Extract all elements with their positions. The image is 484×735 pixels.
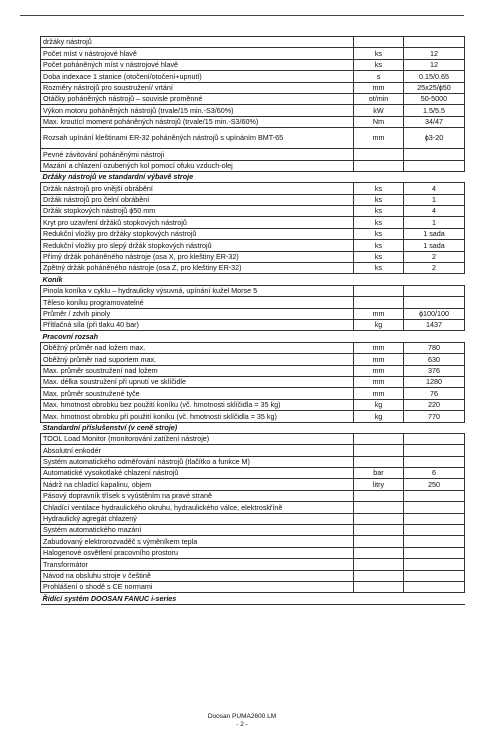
spec-unit-cell: ks [354, 48, 404, 59]
spec-unit-cell: mm [354, 308, 404, 319]
spec-unit-cell: litry [354, 479, 404, 490]
section-heading: Standardní příslušenství (v ceně stroje) [41, 422, 465, 433]
spec-unit-cell [354, 285, 404, 296]
spec-unit-cell [354, 581, 404, 592]
spec-row [41, 513, 465, 524]
spec-name-cell: Počet míst v nástrojové hlavě [41, 48, 354, 59]
section-heading-row [41, 422, 465, 433]
spec-value-cell [404, 513, 465, 524]
spec-value-cell: ϕ100/100 [404, 308, 465, 319]
spec-row [41, 433, 465, 444]
spec-unit-cell: ks [354, 263, 404, 274]
spec-unit-cell [354, 547, 404, 558]
spec-name-cell: Redukční vložky pro držáky stopkových nástrojů [41, 228, 354, 239]
spec-unit-cell: bar [354, 468, 404, 479]
spec-name-cell: Mazání a chlazení ozubených kol pomocí ofuku vzduch-olej [41, 160, 354, 171]
spec-unit-cell: kg [354, 411, 404, 422]
spec-row [41, 116, 465, 127]
spec-unit-cell: Nm [354, 116, 404, 127]
spec-name-cell: Max. průměr soustružení nad ložem [41, 365, 354, 376]
spec-name-cell: Max. délka soustružení při upnutí ve sklíčidle [41, 376, 354, 387]
spec-row [41, 376, 465, 387]
spec-row [41, 71, 465, 82]
spec-name-cell: Návod na obsluhu stroje v češtině [41, 570, 354, 581]
spec-value-cell: 6 [404, 468, 465, 479]
section-heading-row [41, 593, 465, 604]
spec-row [41, 411, 465, 422]
spec-value-cell: 12 [404, 59, 465, 70]
spec-value-cell [404, 433, 465, 444]
spec-row [41, 354, 465, 365]
spec-unit-cell [354, 570, 404, 581]
spec-value-cell: 2 [404, 263, 465, 274]
section-heading: Řídící systém DOOSAN FANUC i-series [41, 593, 465, 604]
spec-name-cell: Průměr / zdvih pinoly [41, 308, 354, 319]
spec-row [41, 456, 465, 467]
spec-row [41, 547, 465, 558]
spec-value-cell: 1 sada [404, 240, 465, 251]
section-heading-row [41, 331, 465, 342]
spec-unit-cell: ks [354, 194, 404, 205]
spec-row [41, 82, 465, 93]
spec-unit-cell: ks [354, 206, 404, 217]
spec-row [41, 206, 465, 217]
spec-name-cell: Držák nástrojů pro vnější obrábění [41, 183, 354, 194]
spec-name-cell: Rozměry nástrojů pro soustružení/ vrtání [41, 82, 354, 93]
spec-name-cell: Max. kroutící moment poháněných nástrojů (trvale/15 min.-S3/60%) [41, 116, 354, 127]
spec-row [41, 105, 465, 116]
spec-value-cell: 770 [404, 411, 465, 422]
spec-row [41, 445, 465, 456]
spec-value-cell [404, 570, 465, 581]
spec-unit-cell: mm [354, 365, 404, 376]
spec-row [41, 217, 465, 228]
spec-value-cell: 1 [404, 194, 465, 205]
spec-row [41, 581, 465, 592]
spec-value-cell: 780 [404, 342, 465, 353]
spec-unit-cell: ks [354, 217, 404, 228]
section-heading: Držáky nástrojů ve standardní výbavě stroje [41, 171, 465, 182]
spec-row [41, 479, 465, 490]
spec-unit-cell: kg [354, 319, 404, 330]
spec-table [40, 36, 465, 605]
spec-table-body [41, 37, 465, 605]
spec-unit-cell [354, 37, 404, 48]
spec-name-cell: Zpětný držák poháněného nástroje (osa Z, pro kleštiny ER-32) [41, 263, 354, 274]
spec-value-cell [404, 502, 465, 513]
spec-name-cell: Kryt pro uzavření držáků stopkových nástrojů [41, 217, 354, 228]
spec-row [41, 502, 465, 513]
spec-value-cell [404, 456, 465, 467]
spec-name-cell: Automatické vysokotlaké chlazení nástrojů [41, 468, 354, 479]
spec-row [41, 468, 465, 479]
spec-name-cell: Redukční vložky pro slepý držák stopkových nástrojů [41, 240, 354, 251]
spec-value-cell: 630 [404, 354, 465, 365]
spec-value-cell: ϕ3-20 [404, 128, 465, 149]
spec-value-cell: 250 [404, 479, 465, 490]
spec-unit-cell [354, 513, 404, 524]
spec-row [41, 365, 465, 376]
spec-unit-cell: ks [354, 240, 404, 251]
spec-value-cell: 1 sada [404, 228, 465, 239]
spec-name-cell: Rozsah upínání kleštinami ER-32 poháněných nástrojů s upínáním BMT-65 [41, 128, 354, 149]
spec-name-cell: Doba indexace 1 stanice (otočení/otočení+upnutí) [41, 71, 354, 82]
spec-name-cell: Těleso koníku programovatelné [41, 297, 354, 308]
header-rule [20, 15, 464, 16]
spec-value-cell: 1.5/5.5 [404, 105, 465, 116]
spec-row [41, 240, 465, 251]
spec-unit-cell [354, 559, 404, 570]
spec-name-cell: Počet poháněných míst v nástrojové hlavě [41, 59, 354, 70]
spec-value-cell [404, 149, 465, 160]
spec-unit-cell: ks [354, 251, 404, 262]
spec-name-cell: Přítlačná síla (při tlaku 40 bar) [41, 319, 354, 330]
spec-value-cell [404, 37, 465, 48]
spec-row [41, 251, 465, 262]
spec-name-cell: Max. hmotnost obrobku bez použití koníku (vč. hmotnosti sklíčidla = 35 kg) [41, 399, 354, 410]
spec-unit-cell [354, 490, 404, 501]
spec-value-cell: 25x25/ϕ50 [404, 82, 465, 93]
spec-row [41, 183, 465, 194]
footer-model: Doosan PUMA2600 LM [207, 713, 277, 720]
spec-value-cell: 4 [404, 206, 465, 217]
spec-name-cell: Otáčky poháněných nástrojů – souvisle proměnné [41, 93, 354, 104]
spec-unit-cell: mm [354, 388, 404, 399]
spec-value-cell: 1280 [404, 376, 465, 387]
spec-row [41, 297, 465, 308]
spec-unit-cell: ks [354, 59, 404, 70]
spec-unit-cell [354, 502, 404, 513]
spec-name-cell: TOOL Load Monitor (monitorování zatížení nástroje) [41, 433, 354, 444]
spec-name-cell: Prohlášení o shodě s CE normami [41, 581, 354, 592]
spec-name-cell: Halogenové osvětlení pracovního prostoru [41, 547, 354, 558]
spec-row [41, 228, 465, 239]
spec-value-cell: 376 [404, 365, 465, 376]
spec-value-cell: 220 [404, 399, 465, 410]
spec-unit-cell: kW [354, 105, 404, 116]
section-heading: Koník [41, 274, 465, 285]
spec-name-cell: Držák stopkových nástrojů ϕ50 mm [41, 206, 354, 217]
spec-row [41, 490, 465, 501]
spec-value-cell [404, 581, 465, 592]
spec-row [41, 342, 465, 353]
spec-name-cell: Max. hmotnost obrobku při použití koníku (vč. hmotnosti sklíčidla = 35 kg) [41, 411, 354, 422]
spec-name-cell: Držák nástrojů pro čelní obrábění [41, 194, 354, 205]
footer-page-number: - 2 - [236, 721, 248, 729]
spec-unit-cell [354, 536, 404, 547]
spec-row [41, 559, 465, 570]
spec-name-cell: Systém automatického mazání [41, 525, 354, 536]
spec-unit-cell: s [354, 71, 404, 82]
spec-value-cell [404, 559, 465, 570]
spec-name-cell: Přímý držák poháněného nástroje (osa X, pro kleštiny ER-32) [41, 251, 354, 262]
spec-name-cell: Hydraulický agregát chlazený [41, 513, 354, 524]
spec-name-cell: Pinola koníka v cyklu – hydraulicky výsuvná, upínání kužel Morse 5 [41, 285, 354, 296]
spec-row [41, 536, 465, 547]
spec-value-cell: 4 [404, 183, 465, 194]
spec-value-cell [404, 547, 465, 558]
section-heading: Pracovní rozsah [41, 331, 465, 342]
spec-name-cell: Pásový dopravník třísek s vyústěním na pravé straně [41, 490, 354, 501]
spec-value-cell [404, 285, 465, 296]
page-footer [0, 713, 484, 729]
section-heading-row [41, 171, 465, 182]
spec-row [41, 388, 465, 399]
spec-row [41, 308, 465, 319]
spec-row [41, 194, 465, 205]
spec-name-cell: Chladící ventilace hydraulického okruhu, hydraulického válce, elektroskříně [41, 502, 354, 513]
spec-unit-cell [354, 433, 404, 444]
spec-name-cell: Nádrž na chladící kapalinu, objem [41, 479, 354, 490]
spec-name-cell: Zabudovaný elektrorozvaděč s výměníkem tepla [41, 536, 354, 547]
spec-value-cell: 50-5000 [404, 93, 465, 104]
spec-value-cell [404, 160, 465, 171]
spec-value-cell: 1 [404, 217, 465, 228]
spec-row [41, 319, 465, 330]
spec-unit-cell [354, 445, 404, 456]
spec-value-cell: 12 [404, 48, 465, 59]
spec-unit-cell [354, 297, 404, 308]
spec-unit-cell: ks [354, 183, 404, 194]
spec-row [41, 263, 465, 274]
spec-unit-cell: mm [354, 354, 404, 365]
spec-unit-cell [354, 456, 404, 467]
spec-name-cell: Oběžný průměr nad suportem max. [41, 354, 354, 365]
spec-unit-cell: mm [354, 342, 404, 353]
spec-row [41, 525, 465, 536]
spec-name-cell: Systém automatického odměřování nástrojů (tlačítko a funkce M) [41, 456, 354, 467]
spec-value-cell: 76 [404, 388, 465, 399]
spec-row [41, 285, 465, 296]
spec-value-cell [404, 536, 465, 547]
spec-row [41, 37, 465, 48]
spec-name-cell: Absolutní enkodér [41, 445, 354, 456]
spec-value-cell [404, 445, 465, 456]
spec-value-cell [404, 525, 465, 536]
spec-row [41, 160, 465, 171]
spec-value-cell [404, 490, 465, 501]
spec-unit-cell: ot/min [354, 93, 404, 104]
spec-name-cell: Max. průměr soustružené tyče [41, 388, 354, 399]
spec-row [41, 128, 465, 149]
spec-row [41, 48, 465, 59]
spec-unit-cell: mm [354, 82, 404, 93]
spec-unit-cell: mm [354, 376, 404, 387]
spec-unit-cell: kg [354, 399, 404, 410]
spec-row [41, 399, 465, 410]
spec-value-cell [404, 297, 465, 308]
spec-unit-cell [354, 160, 404, 171]
spec-value-cell: 2 [404, 251, 465, 262]
spec-unit-cell [354, 149, 404, 160]
spec-value-cell: 0.15/0.65 [404, 71, 465, 82]
spec-value-cell: 34/47 [404, 116, 465, 127]
spec-name-cell: držáky nástrojů [41, 37, 354, 48]
spec-row [41, 59, 465, 70]
spec-unit-cell: ks [354, 228, 404, 239]
section-heading-row [41, 274, 465, 285]
spec-unit-cell [354, 525, 404, 536]
spec-value-cell: 1437 [404, 319, 465, 330]
spec-name-cell: Pevné závitování poháněnými nástroji [41, 149, 354, 160]
spec-row [41, 570, 465, 581]
spec-row [41, 149, 465, 160]
spec-name-cell: Oběžný průměr nad ložem max. [41, 342, 354, 353]
spec-name-cell: Výkon motoru poháněných nástrojů (trvale/15 min.-S3/60%) [41, 105, 354, 116]
spec-unit-cell: mm [354, 128, 404, 149]
spec-row [41, 93, 465, 104]
spec-name-cell: Transformátor [41, 559, 354, 570]
